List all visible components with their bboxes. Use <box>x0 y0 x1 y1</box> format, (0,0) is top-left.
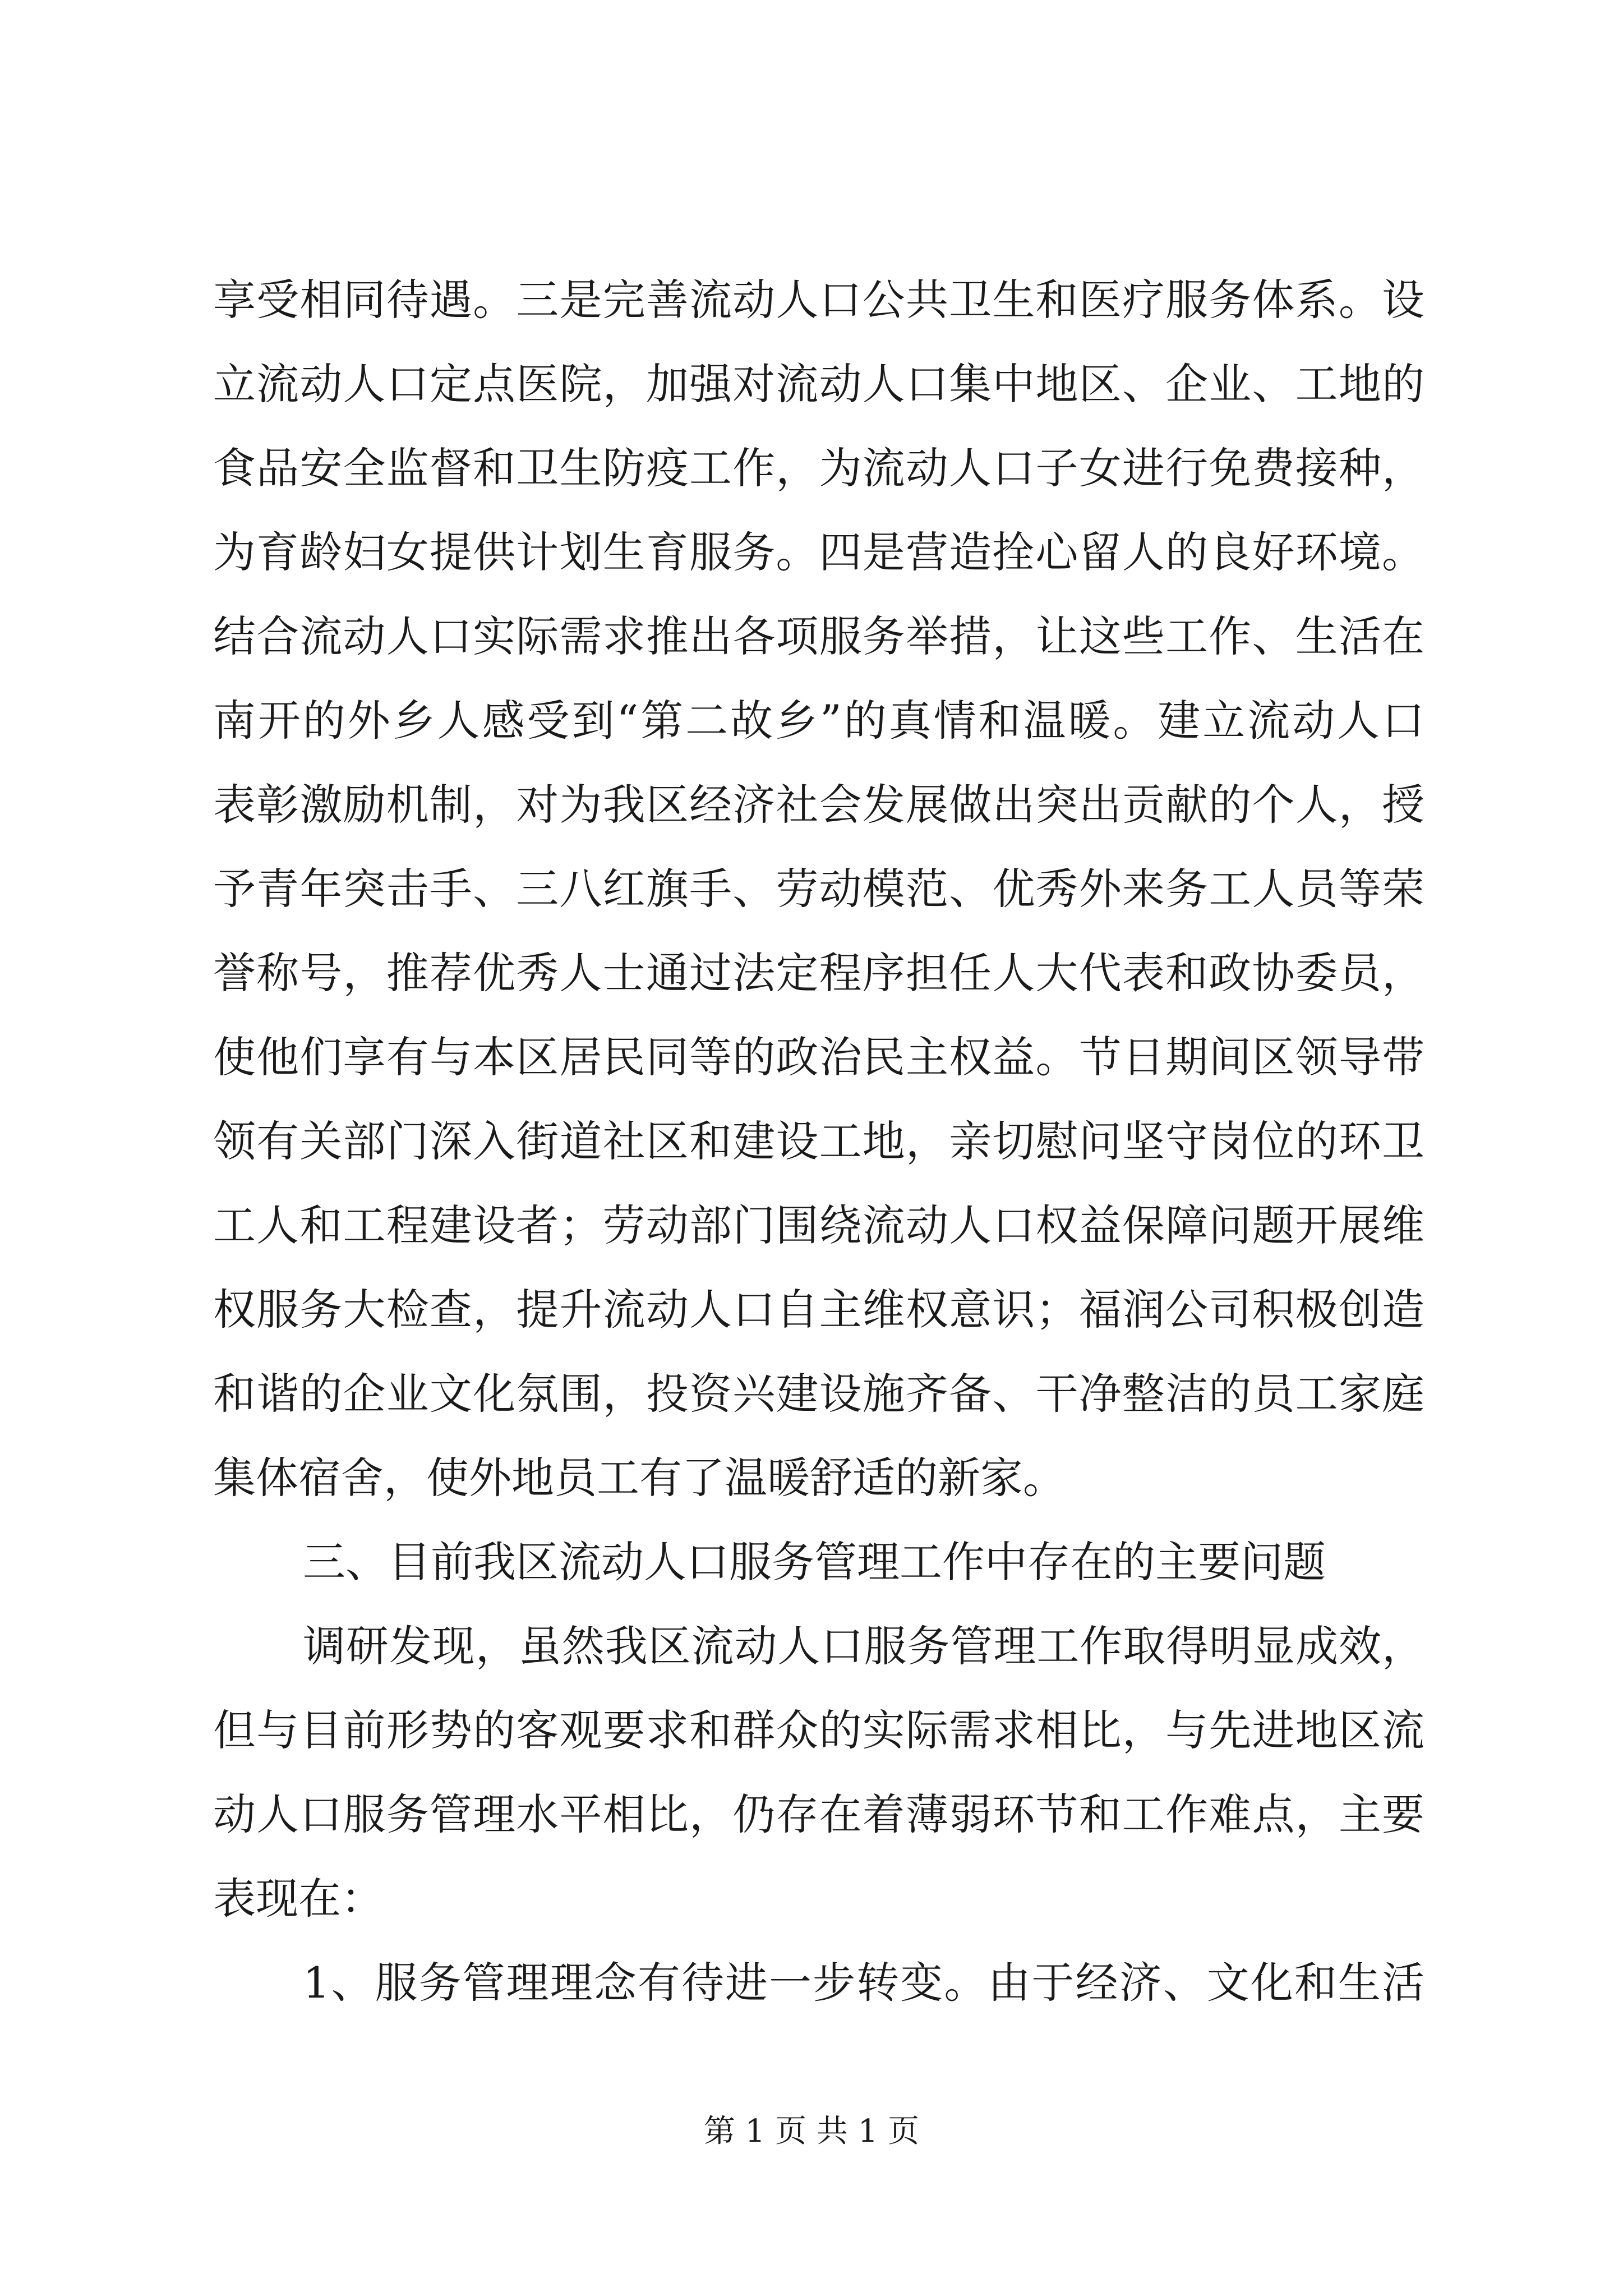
text-line: 使他们享有与本区居民同等的政治民主权益。节日期间区领导带 <box>213 1032 1424 1082</box>
text-line: 1、服务管理理念有待进一步转变。由于经济、文化和生活 <box>303 1958 1424 2008</box>
text-line: 表现在： <box>213 1874 384 1924</box>
text-line: 调研发现，虽然我区流动人口服务管理工作取得明显成效， <box>303 1621 1424 1671</box>
page-footer: 第 1 页 共 1 页 <box>703 2113 920 2150</box>
section-heading: 三、目前我区流动人口服务管理工作中存在的主要问题 <box>303 1537 1326 1587</box>
text-line: 权服务大检查，提升流动人口自主维权意识；福润公司积极创造 <box>213 1285 1424 1335</box>
text-line: 食品安全监督和卫生防疫工作，为流动人口子女进行免费接种， <box>213 443 1424 493</box>
text-line: 表彰激励机制，对为我区经济社会发展做出突出贡献的个人，授 <box>213 780 1424 830</box>
text-line: 为育龄妇女提供计划生育服务。四是营造拴心留人的良好环境。 <box>213 527 1424 577</box>
text-line: 南开的外乡人感受到“第二故乡”的真情和温暖。建立流动人口 <box>213 696 1424 746</box>
text-line: 但与目前形势的客观要求和群众的实际需求相比，与先进地区流 <box>213 1705 1424 1755</box>
text-line: 立流动人口定点医院，加强对流动人口集中地区、企业、工地的 <box>213 359 1424 409</box>
text-line: 享受相同待遇。三是完善流动人口公共卫生和医疗服务体系。设 <box>213 275 1424 325</box>
text-line: 结合流动人口实际需求推出各项服务举措，让这些工作、生活在 <box>213 611 1424 661</box>
text-line: 工人和工程建设者；劳动部门围绕流动人口权益保障问题开展维 <box>213 1200 1424 1250</box>
text-line: 和谐的企业文化氛围，投资兴建设施齐备、干净整洁的员工家庭 <box>213 1369 1424 1419</box>
text-line: 动人口服务管理水平相比，仍存在着薄弱环节和工作难点，主要 <box>213 1789 1424 1839</box>
text-line: 领有关部门深入街道社区和建设工地，亲切慰问坚守岗位的环卫 <box>213 1116 1424 1166</box>
text-line: 予青年突击手、三八红旗手、劳动模范、优秀外来务工人员等荣 <box>213 864 1424 914</box>
text-line: 集体宿舍，使外地员工有了温暖舒适的新家。 <box>213 1453 1066 1503</box>
text-line: 誉称号，推荐优秀人士通过法定程序担任人大代表和政协委员， <box>213 948 1424 998</box>
